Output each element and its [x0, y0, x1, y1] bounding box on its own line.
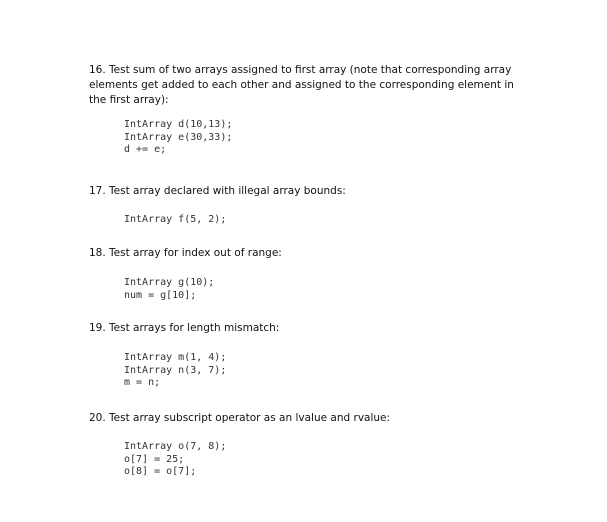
code-line: IntArray o(7, 8);	[124, 441, 227, 452]
test-heading: 16. Test sum of two arrays assigned to first array (note that corresponding array elements get added to each other and assigned to the corresponding element in the first array):	[89, 64, 514, 106]
test-item-19	[89, 321, 529, 390]
code-block	[89, 441, 529, 479]
code-line: IntArray d(10,13);	[124, 119, 233, 130]
test-heading: 17. Test array declared with illegal array bounds:	[89, 185, 346, 197]
code-line: num = g[10];	[124, 289, 197, 301]
code-line: d += e;	[124, 144, 167, 155]
code-block	[89, 119, 529, 157]
code-block	[89, 352, 529, 390]
code-line: m = n;	[124, 377, 161, 388]
code-line: o[7] = 25;	[124, 453, 185, 465]
code-line: IntArray f(5, 2);	[124, 214, 227, 225]
test-heading: 19. Test arrays for length mismatch:	[89, 322, 280, 334]
code-line: IntArray m(1, 4);	[124, 352, 227, 363]
test-item-17	[89, 184, 529, 227]
code-line: IntArray e(30,33);	[124, 131, 233, 143]
test-item-18	[89, 246, 529, 302]
code-line: o[8] = o[7];	[124, 466, 197, 477]
test-heading: 18. Test array for index out of range:	[89, 247, 282, 259]
test-item-20	[89, 411, 529, 479]
test-heading: 20. Test array subscript operator as an lvalue and rvalue:	[89, 412, 391, 424]
code-line: IntArray g(10);	[124, 277, 215, 288]
code-line: IntArray n(3, 7);	[124, 364, 227, 376]
code-block	[89, 277, 529, 302]
code-block	[89, 214, 529, 227]
test-item-16	[89, 63, 529, 157]
